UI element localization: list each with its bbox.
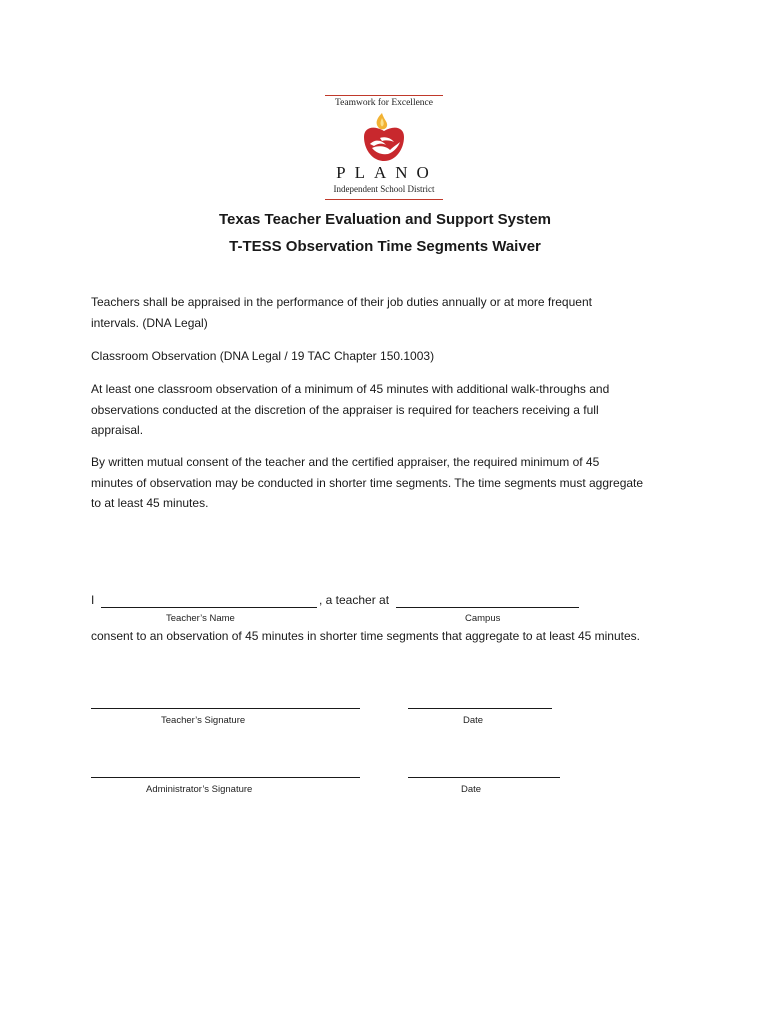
paragraph-minimum-observation — [91, 379, 691, 441]
admin-date-field[interactable] — [408, 777, 560, 778]
paragraph-appraisal — [91, 292, 691, 333]
paragraph-line: appraisal. — [91, 423, 144, 437]
teacher-signature-caption: Teacher’s Signature — [161, 715, 246, 726]
paragraph-line: intervals. (DNA Legal) — [91, 315, 208, 330]
paragraph-line: Classroom Observation (DNA Legal / 19 TAC Chapter 150.1003) — [91, 349, 435, 363]
campus-field[interactable] — [396, 607, 579, 608]
admin-date-caption: Date — [461, 784, 482, 795]
paragraph-line: Teachers shall be appraised in the performance of their job duties annually or at more frequent — [91, 295, 592, 309]
admin-signature-field[interactable] — [91, 777, 360, 778]
teacher-date-caption: Date — [463, 715, 484, 726]
logo-subtitle: Independent School District — [333, 184, 435, 194]
teacher-signature-field[interactable] — [91, 708, 360, 709]
apple-flame-icon — [356, 111, 412, 163]
teacher-date-field[interactable] — [408, 708, 552, 709]
admin-signature-caption: Administrator’s Signature — [146, 784, 253, 795]
logo-bottom-rule — [325, 199, 443, 200]
paragraph-line: observations conducted at the discretion of the appraiser is required for teachers receiving a full — [91, 402, 599, 417]
paragraph-line: At least one classroom observation of a minimum of 45 minutes with additional walk-throughs and — [91, 382, 610, 396]
logo-tagline: Teamwork for Excellence — [335, 98, 433, 108]
logo-wordmark: PLANO — [336, 163, 438, 182]
paragraph-classroom-observation — [91, 346, 691, 367]
paragraph-line: to at least 45 minutes. — [91, 496, 209, 510]
paragraph-mutual-consent — [91, 452, 691, 514]
consent-statement: consent to an observation of 45 minutes in shorter time segments that aggregate to at least 45 minutes. — [91, 629, 640, 643]
plano-isd-logo — [323, 95, 445, 202]
document-subtitle: T-TESS Observation Time Segments Waiver — [229, 238, 541, 255]
document-title: Texas Teacher Evaluation and Support System — [218, 211, 552, 228]
consent-middle-text: , a teacher at — [319, 593, 390, 607]
teacher-name-field[interactable] — [101, 607, 317, 608]
logo-top-rule — [325, 95, 443, 96]
teacher-name-caption: Teacher’s Name — [166, 613, 235, 624]
consent-prefix: I — [91, 593, 95, 607]
paragraph-line: minutes of observation may be conducted in shorter time segments. The time segments must aggregate — [91, 475, 644, 490]
paragraph-line: By written mutual consent of the teacher and the certified appraiser, the required minimum of 45 — [91, 455, 600, 469]
campus-caption: Campus — [465, 613, 501, 624]
